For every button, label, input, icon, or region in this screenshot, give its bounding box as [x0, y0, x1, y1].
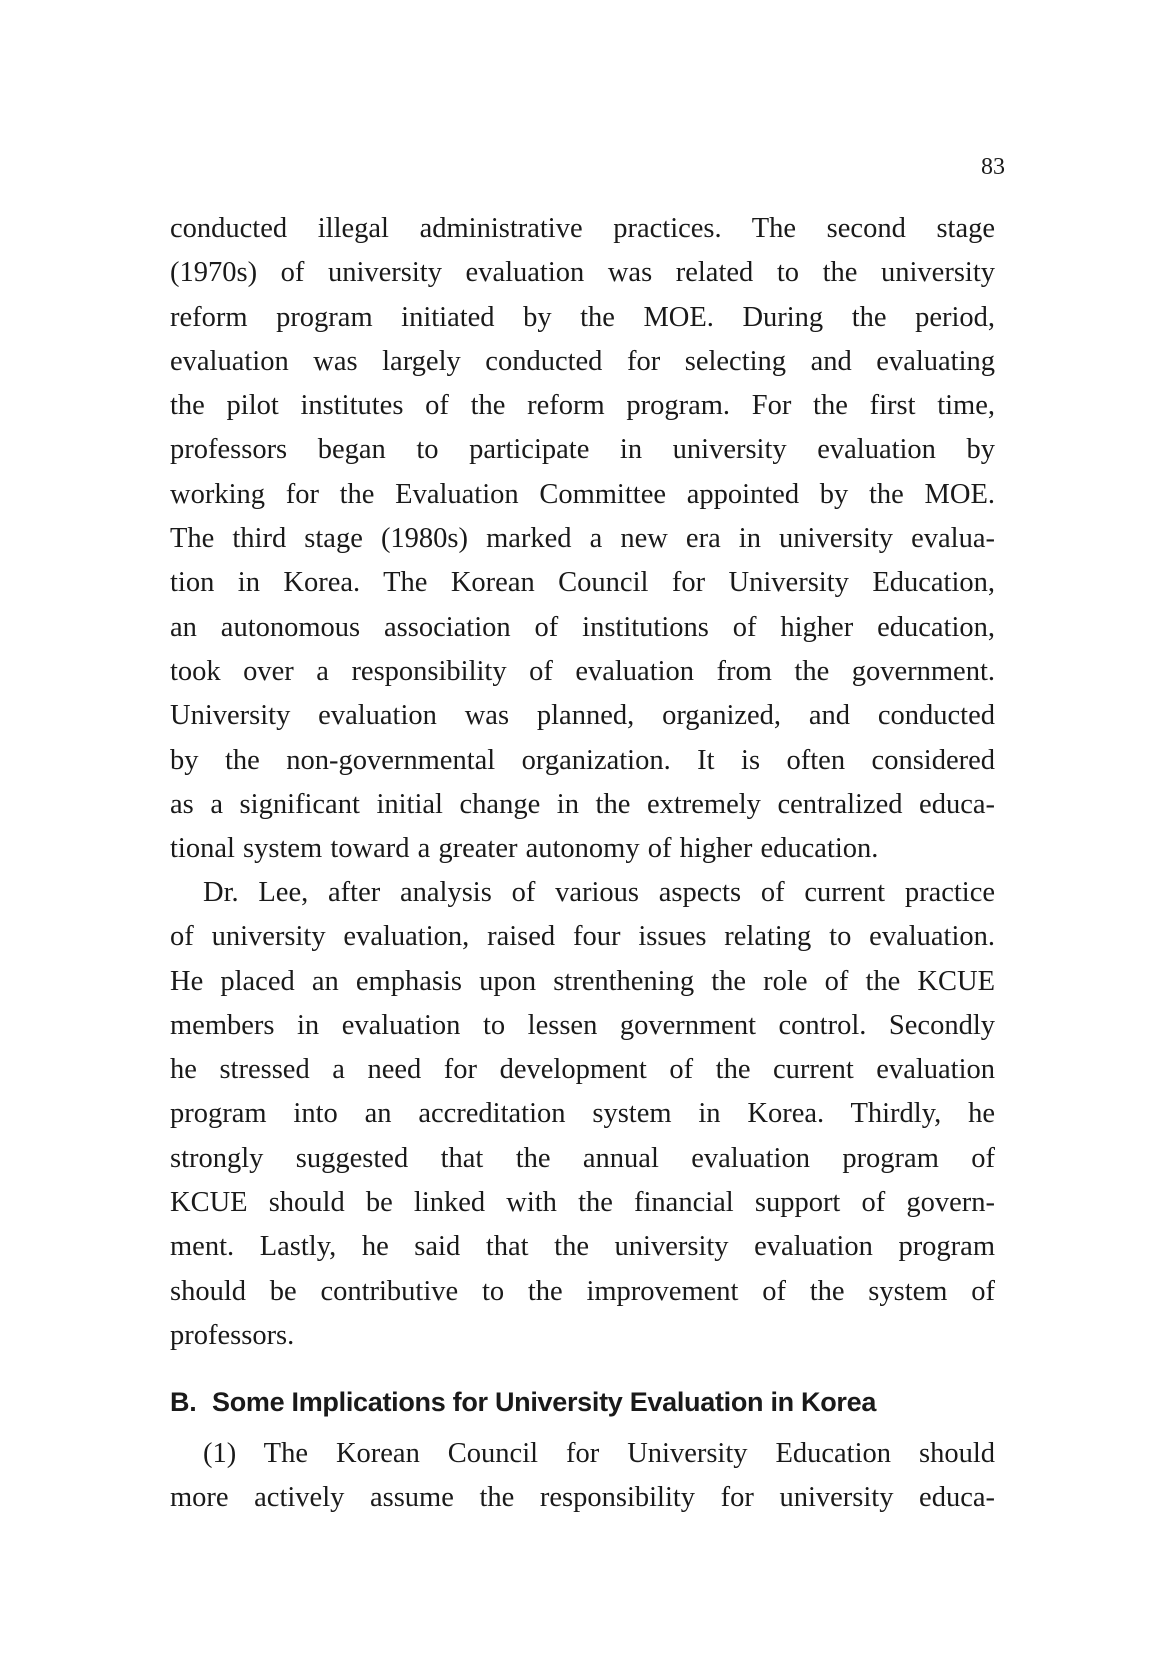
text-line: tional system toward a greater autonomy of higher education.: [170, 833, 879, 865]
text-line: an autonomous association of institutions of higher education,: [170, 611, 995, 643]
text-line: ment. Lastly, he said that the university evaluation program: [170, 1231, 995, 1263]
text-line: reform program initiated by the MOE. During the period,: [170, 301, 995, 333]
text-line: more actively assume the responsibility for university educa-: [170, 1482, 995, 1514]
text-line: as a significant initial change in the extremely centralized educa-: [170, 788, 995, 820]
paragraph-implication-1: [170, 1432, 995, 1521]
text-line: professors began to participate in university evaluation by: [170, 434, 995, 466]
text-line: (1) The Korean Council for University Education should: [203, 1438, 995, 1469]
text-line: University evaluation was planned, organized, and conducted: [170, 700, 995, 732]
text-line: evaluation was largely conducted for selecting and evaluating: [170, 345, 995, 377]
paragraph-dr-lee-issues: [170, 871, 995, 1358]
text-line: working for the Evaluation Committee appointed by the MOE.: [170, 478, 995, 510]
text-line: professors.: [170, 1319, 295, 1351]
page-number: 83: [981, 154, 1005, 180]
text-line: program into an accreditation system in Korea. Thirdly, he: [170, 1098, 995, 1130]
text-line: took over a responsibility of evaluation from the government.: [170, 655, 995, 687]
text-line: tion in Korea. The Korean Council for University Education,: [170, 567, 995, 599]
text-line: He placed an emphasis upon strenthening the role of the KCUE: [170, 965, 995, 997]
text-line: should be contributive to the improvement of the system of: [170, 1275, 995, 1307]
section-heading: [170, 1387, 995, 1418]
section-letter: B.: [170, 1387, 197, 1417]
text-line: (1970s) of university evaluation was related to the university: [170, 257, 995, 289]
section-title: Some Implications for University Evaluation in Korea: [212, 1387, 877, 1417]
text-line: KCUE should be linked with the financial support of govern-: [170, 1187, 995, 1219]
text-line: strongly suggested that the annual evaluation program of: [170, 1142, 995, 1174]
text-line: of university evaluation, raised four issues relating to evaluation.: [170, 921, 995, 953]
text-line: the pilot institutes of the reform program. For the first time,: [170, 390, 995, 422]
paragraph-stages-of-evaluation: [170, 207, 995, 871]
text-line: The third stage (1980s) marked a new era in university evalua-: [170, 523, 995, 555]
text-line: by the non-governmental organization. It is often considered: [170, 744, 995, 776]
text-line: Dr. Lee, after analysis of various aspects of current practice: [203, 877, 995, 908]
text-line: conducted illegal administrative practices. The second stage: [170, 213, 995, 244]
text-line: he stressed a need for development of the current evaluation: [170, 1054, 995, 1086]
text-line: members in evaluation to lessen government control. Secondly: [170, 1009, 995, 1041]
